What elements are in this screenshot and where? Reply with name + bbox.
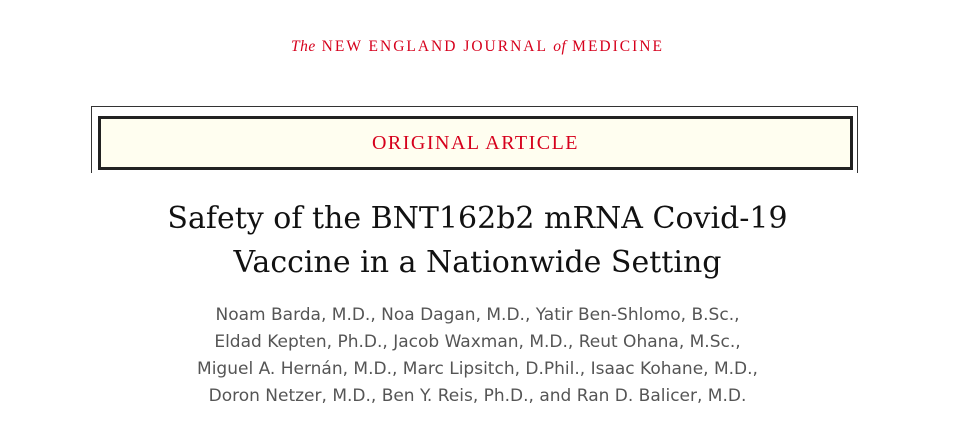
author-line-3: Miguel A. Hernán, M.D., Marc Lipsitch, D.Phil., Isaac Kohane, M.D., xyxy=(197,359,758,379)
author-line-1: Noam Barda, M.D., Noa Dagan, M.D., Yatir Ben-Shlomo, B.Sc., xyxy=(215,305,740,325)
masthead-of: of xyxy=(553,38,567,55)
author-line-2: Eldad Kepten, Ph.D., Jacob Waxman, M.D., Reut Ohana, M.Sc., xyxy=(214,332,741,352)
title-line-1: Safety of the BNT162b2 mRNA Covid-19 xyxy=(167,201,788,236)
masthead-name-part2: MEDICINE xyxy=(572,38,664,55)
article-title xyxy=(0,197,955,285)
title-line-2: Vaccine in a Nationwide Setting xyxy=(233,245,722,280)
masthead-name-part1: NEW ENGLAND JOURNAL xyxy=(321,38,548,55)
article-type-banner xyxy=(98,116,853,170)
author-list xyxy=(0,302,955,410)
author-line-4: Doron Netzer, M.D., Ben Y. Reis, Ph.D., and Ran D. Balicer, M.D. xyxy=(208,386,747,406)
article-type-label: ORIGINAL ARTICLE xyxy=(371,131,580,154)
journal-masthead xyxy=(0,38,955,56)
masthead-the: The xyxy=(291,38,316,55)
